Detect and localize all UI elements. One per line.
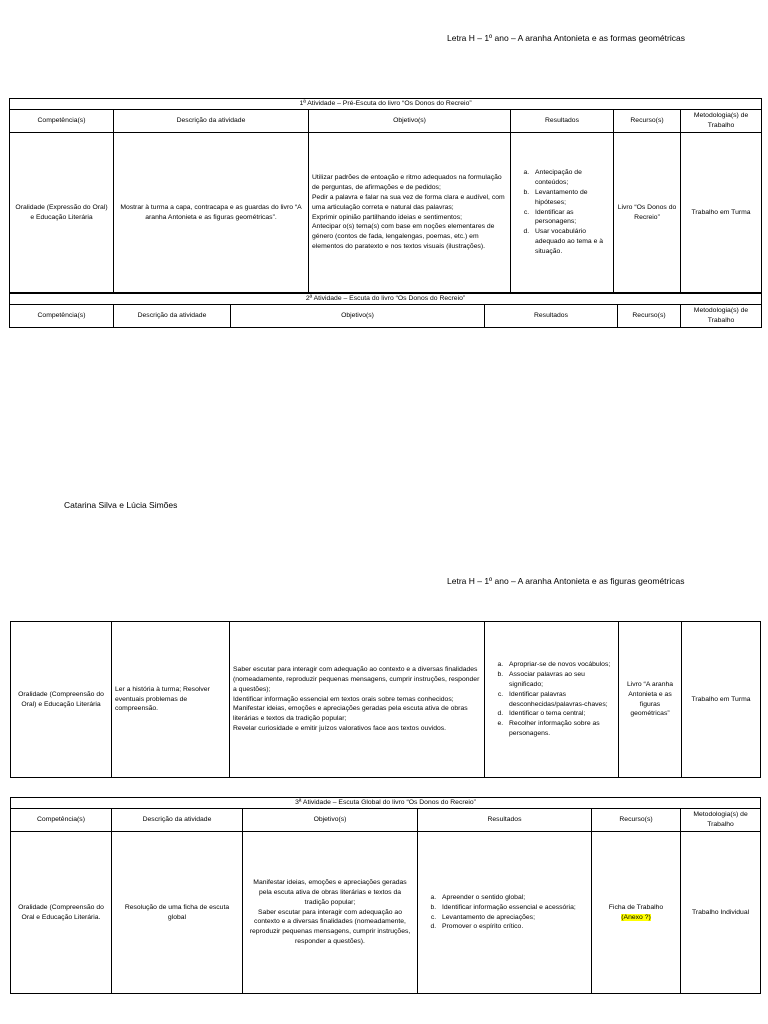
column-header: Descrição da atividade (112, 809, 243, 832)
page-header: Letra H – 1º ano – A aranha Antonieta e as formas geométricas (447, 33, 685, 43)
activity-3-table (10, 797, 761, 994)
column-header: Descrição da atividade (114, 305, 231, 328)
column-header: Objetivo(s) (309, 110, 511, 133)
resultados-cell (418, 832, 592, 994)
column-header: Objetivo(s) (243, 809, 418, 832)
resultado-item: b. Associar palavras ao seu significado; (505, 670, 615, 690)
activity-2-continuation-table (10, 621, 761, 778)
column-header: Resultados (511, 110, 614, 133)
metodologia-cell: Trabalho Individual (681, 832, 761, 994)
column-header: Recurso(s) (592, 809, 681, 832)
descricao-cell: Ler a história à turma; Resolver eventuais problemas de compreensão. (112, 622, 230, 778)
column-header: Metodologia(s) de Trabalho (681, 305, 762, 328)
resultado-item: d. Identificar o tema central; (505, 709, 615, 719)
objetivo-item: Saber escutar para interagir com adequação ao contexto e a diversas finalidades (nomeadamente, reproduzir pequenas mensagens, cumprir instruções, responder a questões). (249, 908, 411, 946)
objetivo-item: Revelar curiosidade e emitir juízos valorativos face aos textos ouvidos. (233, 725, 447, 733)
objetivos-cell (243, 832, 418, 994)
column-header: Resultados (485, 305, 618, 328)
column-header: Competência(s) (11, 809, 112, 832)
resultado-item: b. Identificar informação essencial e acessória; (438, 903, 588, 913)
column-header: Recurso(s) (614, 110, 681, 133)
metodologia-cell: Trabalho em Turma (682, 622, 761, 778)
column-header: Metodologia(s) de Trabalho (681, 809, 761, 832)
metodologia-cell: Trabalho em Turma (681, 133, 762, 293)
resultado-item: a. Apropriar-se de novos vocábulos; (505, 660, 615, 670)
objetivos-cell (309, 133, 511, 293)
competencia-cell: Oralidade (Expressão do Oral) e Educação Literária (10, 133, 114, 293)
authors-footer: Catarina Silva e Lúcia Simões (64, 500, 178, 510)
descricao-cell: Resolução de uma ficha de escuta global (112, 832, 243, 994)
recurso-cell (592, 832, 681, 994)
descricao-cell: Mostrar à turma a capa, contracapa e as guardas do livro “A aranha Antonieta e as figuras geométricas”. (114, 133, 309, 293)
objetivo-item: Utilizar padrões de entoação e ritmo adequados na formulação de perguntas, de afirmações e de pedidos; (312, 174, 502, 191)
recurso-cell: Livro “A aranha Antonieta e as figuras geométricas” (619, 622, 682, 778)
anexo-highlight: (Anexo ?) (621, 913, 651, 921)
resultado-item: e. Recolher informação sobre as personagens. (505, 719, 615, 739)
column-header: Resultados (418, 809, 592, 832)
objetivo-item: Antecipar o(s) tema(s) com base em noções elementares de género (contos de fada, lengalengas, poemas, etc.) em elementos do paratexto e nos textos visuais (ilustrações). (312, 223, 495, 251)
objetivo-item: Identificar informação essencial em textos orais sobre temas conhecidos; (233, 695, 454, 703)
recurso-cell: Livro “Os Donos do Recreio” (614, 133, 681, 293)
resultado-item: a. Apreender o sentido global; (438, 893, 588, 903)
page-header: Letra H – 1º ano – A aranha Antonieta e as figuras geométricas (447, 576, 685, 586)
column-header: Competência(s) (10, 305, 114, 328)
resultado-item: c. Identificar palavras desconhecidas/palavras-chaves; (505, 690, 615, 710)
resultado-item: d. Usar vocabulário adequado ao tema e à situação. (531, 227, 610, 257)
resultados-cell (485, 622, 619, 778)
objetivos-cell (230, 622, 485, 778)
competencia-cell: Oralidade (Compreensão do Oral e Educação Literária. (11, 832, 112, 994)
recurso-text: Ficha de Trabalho (608, 903, 664, 911)
activity-title: 1ª Atividade – Pré-Escuta do livro “Os Donos do Recreio” (10, 99, 762, 110)
column-header: Descrição da atividade (114, 110, 309, 133)
resultado-item: c. Identificar as personagens; (531, 208, 610, 228)
column-header: Recurso(s) (618, 305, 681, 328)
activity-title: 2ª Atividade – Escuta do livro “Os Donos do Recreio” (10, 294, 762, 305)
resultados-cell (511, 133, 614, 293)
objetivo-item: Pedir a palavra e falar na sua vez de forma clara e audível, com uma articulação correta e natural das palavras; (312, 193, 505, 211)
column-header: Objetivo(s) (231, 305, 485, 328)
resultado-item: b. Levantamento de hipóteses; (531, 188, 610, 208)
objetivo-item: Manifestar ideias, emoções e apreciações geradas pela escuta ativa de obras literárias e textos da tradição popular; (233, 705, 468, 723)
column-header: Metodologia(s) de Trabalho (681, 110, 762, 133)
resultado-item: a. Antecipação de conteúdos; (531, 168, 610, 188)
objetivo-item: Manifestar ideias, emoções e apreciações geradas pela escuta ativa de obras literárias e textos da tradição popular; (253, 879, 407, 906)
column-header: Competência(s) (10, 110, 114, 133)
competencia-cell: Oralidade (Compreensão do Oral) e Educação Literária (11, 622, 112, 778)
activity-2-table (9, 293, 762, 328)
objetivo-item: Exprimir opinião partilhando ideias e sentimentos; (312, 213, 462, 221)
activity-title: 3ª Atividade – Escuta Global do livro “Os Donos do Recreio” (11, 798, 761, 809)
resultado-item: d. Promover o espírito crítico. (438, 922, 588, 932)
activity-1-table (9, 98, 762, 293)
objetivo-item: Saber escutar para interagir com adequação ao contexto e a diversas finalidades (nomeadamente, reproduzir pequenas mensagens, cumprir instruções, responder a questões); (233, 666, 480, 693)
resultado-item: c. Levantamento de apreciações; (438, 913, 588, 923)
